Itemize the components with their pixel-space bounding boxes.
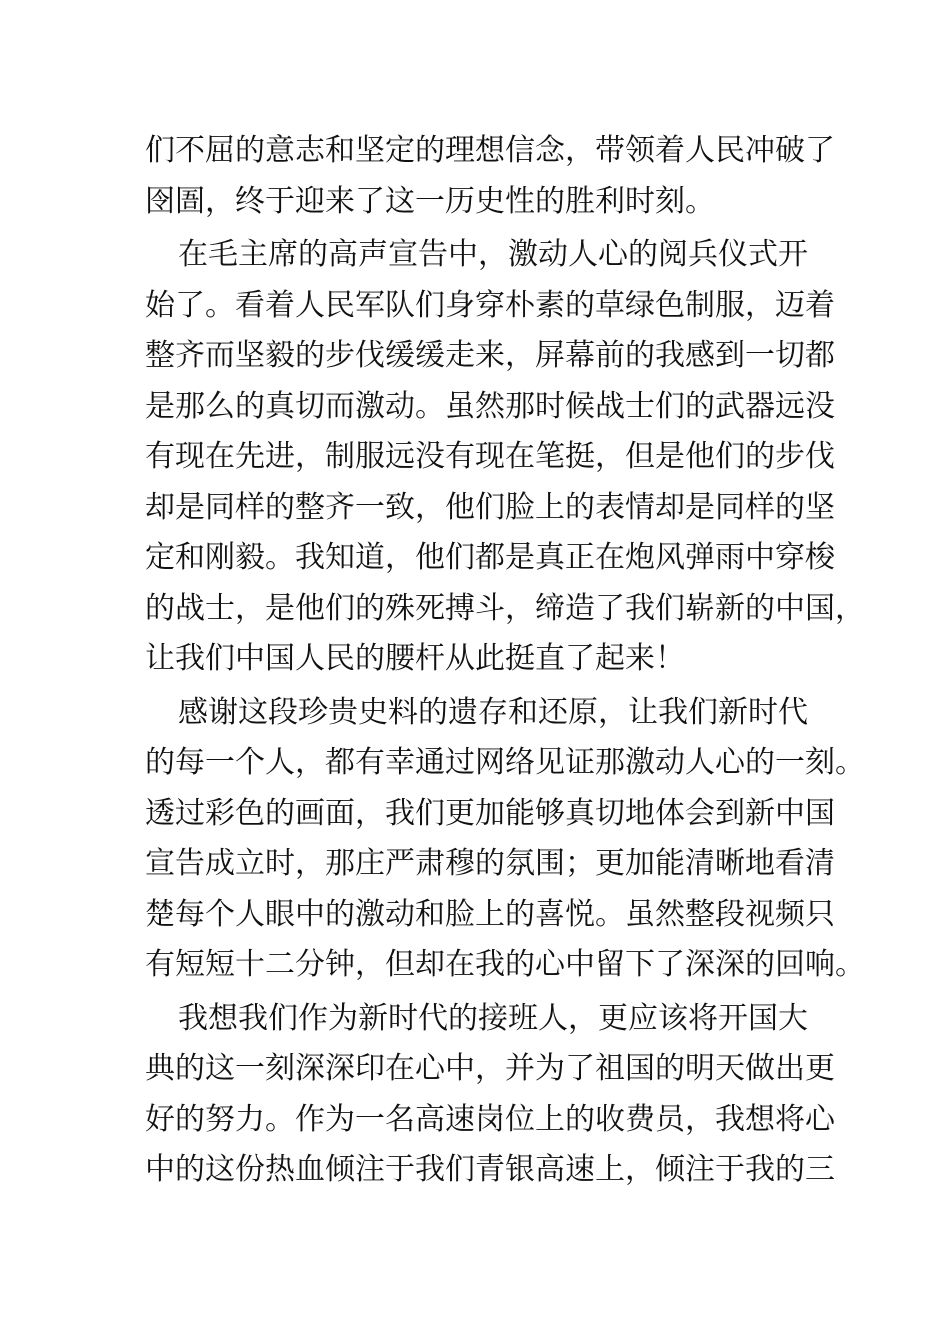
- paragraph-3: [145, 688, 865, 991]
- text-line: 透过彩色的画面，我们更加能够真切地体会到新中国: [145, 795, 835, 831]
- text-line: 典的这一刻深深印在心中，并为了祖国的明天做出更: [145, 1051, 835, 1086]
- text-line: 好的努力。作为一名高速岗位上的收费员，我想将心: [145, 1101, 835, 1137]
- text-line: 中的这份热血倾注于我们青银高速上，倾注于我的三: [145, 1152, 835, 1187]
- paragraph-4: [145, 994, 835, 1196]
- text-line: 定和刚毅。我知道，他们都是真正在炮风弹雨中穿梭: [145, 540, 835, 575]
- text-line: 在毛主席的高声宣告中，激动人心的阅兵仪式开: [178, 237, 808, 272]
- paragraph-2: [145, 230, 865, 685]
- text-line: 的战士，是他们的殊死搏斗，缔造了我们崭新的中国，: [145, 590, 865, 626]
- document-body: [145, 126, 865, 1196]
- text-line: 囹圄，终于迎来了这一历史性的胜利时刻。: [145, 183, 715, 219]
- paragraph-1: [145, 126, 835, 227]
- text-line: 整齐而坚毅的步伐缓缓走来，屏幕前的我感到一切都: [145, 338, 835, 373]
- text-line: 有现在先进，制服远没有现在笔挺，但是他们的步伐: [145, 439, 835, 474]
- text-line: 让我们中国人民的腰杆从此挺直了起来！: [145, 641, 685, 676]
- text-line: 们不屈的意志和坚定的理想信念，带领着人民冲破了: [145, 133, 835, 168]
- text-line: 我想我们作为新时代的接班人，更应该将开国大: [178, 1000, 808, 1036]
- text-line: 的每一个人，都有幸通过网络见证那激动人心的一刻。: [145, 745, 865, 780]
- text-line: 是那么的真切而激动。虽然那时候战士们的武器远没: [145, 388, 835, 424]
- text-line: 感谢这段珍贵史料的遗存和还原，让我们新时代: [178, 694, 808, 730]
- text-line: 始了。看着人民军队们身穿朴素的草绿色制服，迈着: [145, 287, 835, 323]
- text-line: 楚每个人眼中的激动和脸上的喜悦。虽然整段视频只: [145, 896, 835, 932]
- text-line: 宣告成立时，那庄严肃穆的氛围；更加能清晰地看清: [145, 846, 835, 881]
- text-line: 有短短十二分钟，但却在我的心中留下了深深的回响。: [145, 947, 865, 982]
- text-line: 却是同样的整齐一致，他们脸上的表情却是同样的坚: [145, 489, 835, 525]
